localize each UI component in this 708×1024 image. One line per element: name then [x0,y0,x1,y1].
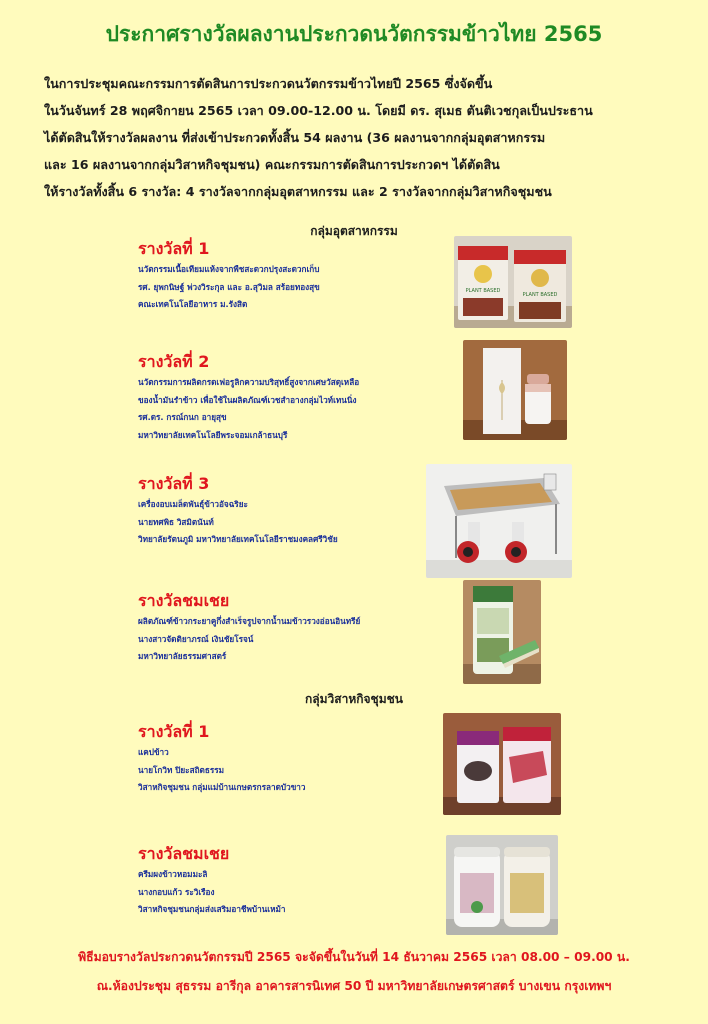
intro-paragraph [44,70,694,205]
award-institution: มหาวิทยาลัยธรรมศาสตร์ [138,651,227,661]
award-title: นวัตกรรมการผลิตกรดเฟอรูลิกความบริสุทธิ์สูงจากเศษวัสดุเหลือ [138,377,360,387]
intro-line: ในการประชุมคณะกรรมการตัดสินการประกวดนวัตกรรมข้าวไทยปี 2565 ซึ่งจัดขึ้น [44,76,493,91]
award-institution: คณะเทคโนโลยีอาหาร ม.รังสิต [138,299,248,309]
industry-award-honorable [138,589,438,666]
intro-line: ได้ตัดสินให้รางวัลผลงาน ที่ส่งเข้าประกวดทั้งสิ้น 54 ผลงาน (36 ผลงานจากกลุ่มอุตสาหกรรม [44,130,546,145]
award-winner: รศ.ดร. กรณ์กนก อายุสุข [138,412,227,422]
award-winner: นางสาวจัดติยาภรณ์ เงินชัยโรจน์ [138,633,254,644]
industry-award-1 [138,237,438,314]
industry-award-2 [138,350,438,444]
award-label: รางวัลที่ 2 [138,352,210,371]
cosmetic-serum-photo [463,340,567,440]
industry-award-3 [138,472,438,549]
award-label: รางวัลที่ 1 [138,239,210,258]
seed-dryer-machine-photo [426,464,572,578]
intro-line: ให้รางวัลทั้งสิ้น 6 รางวัล: 4 รางวัลจากกลุ่มอุตสาหกรรม และ 2 รางวัลจากกลุ่มวิสาหกิจชุมชน [44,184,552,199]
award-title: เครื่องอบเมล็ดพันธุ์ข้าวอัจฉริยะ [138,499,248,509]
intro-line: และ 16 ผลงานจากกลุ่มวิสาหกิจชุมชน) คณะกรรมการตัดสินการประกวดฯ ได้ตัดสิน [44,157,500,172]
award-label: รางวัลที่ 1 [138,722,210,741]
award-title: แคปข้าว [138,747,169,757]
award-winner: นายทศพิธ วิสมิตนันท์ [138,516,214,527]
ceremony-venue-line: ณ.ห้องประชุม สุธรรม อารีกุล อาคารสารนิเทศ 50 ปี มหาวิทยาลัยเกษตรศาสตร์ บางเขน กรุงเทพฯ [96,979,612,993]
award-winner: รศ. ยุพกนิษฐ์ พ่วงวิระกุล และ อ.สุวิมล สร้อยทองสุข [138,281,320,292]
rice-snack-product-photo [443,713,561,815]
page-title: ประกาศรางวัลผลงานประกวดนวัตกรรมข้าวไทย 2565 [105,22,603,46]
rice-drink-product-photo [463,580,541,684]
plant-based-meat-photo [454,236,572,328]
award-title-cont: ของน้ำมันรำข้าว เพื่อใช้ในผลิตภัณฑ์เวชสำอางกลุ่มไวท์เทนนิ่ง [138,394,357,405]
award-label: รางวัลชมเชย [138,591,230,610]
award-winner: นายโกวิท ปิยะสถิตธรรม [138,764,225,775]
ceremony-date-line: พิธีมอบรางวัลประกวดนวัตกรรมปี 2565 จะจัดขึ้นในวันที่ 14 ธันวาคม 2565 เวลา 08.00 – 09.00 น. [78,950,630,964]
rice-cream-product-photo [446,835,558,935]
package-label: PLANT BASED [465,288,501,294]
award-title: ครีมผงข้าวหอมมะลิ [138,869,208,879]
community-group-heading: กลุ่มวิสาหกิจชุมชน [305,692,403,706]
community-award-honorable [138,842,438,919]
award-label: รางวัลชมเชย [138,844,230,863]
package-label: PLANT BASED [522,292,558,298]
award-institution: วิสาหกิจชุมชนกลุ่มส่งเสริมอาชีพบ้านเหม้า [138,904,286,914]
award-institution: วิทยาลัยรัตนภูมิ มหาวิทยาลัยเทคโนโลยีราชมงคลศรีวิชัย [138,534,338,544]
award-title: ผลิตภัณฑ์ข้าวกระยาคูกึ่งสำเร็จรูปจากน้ำนมข้าวรวงอ่อนอินทรีย์ [138,616,361,626]
award-winner: นางกอบแก้ว ระวิเรือง [138,886,215,897]
award-title: นวัตกรรมเนื้อเทียมแห้งจากพืชสะดวกปรุงสะดวกเก็บ [138,264,320,274]
award-label: รางวัลที่ 3 [138,474,210,493]
industry-group-heading: กลุ่มอุตสาหกรรม [310,224,398,238]
award-institution: วิสาหกิจชุมชน กลุ่มแม่บ้านเกษตรกรลาดบัวขาว [138,782,306,792]
intro-line: ในวันจันทร์ 28 พฤศจิกายน 2565 เวลา 09.00-12.00 น. โดยมี ดร. สุเมธ ตันติเวชกุลเป็นประธาน [44,103,593,118]
award-institution: มหาวิทยาลัยเทคโนโลยีพระจอมเกล้าธนบุรี [138,429,288,440]
community-award-1 [138,720,438,797]
